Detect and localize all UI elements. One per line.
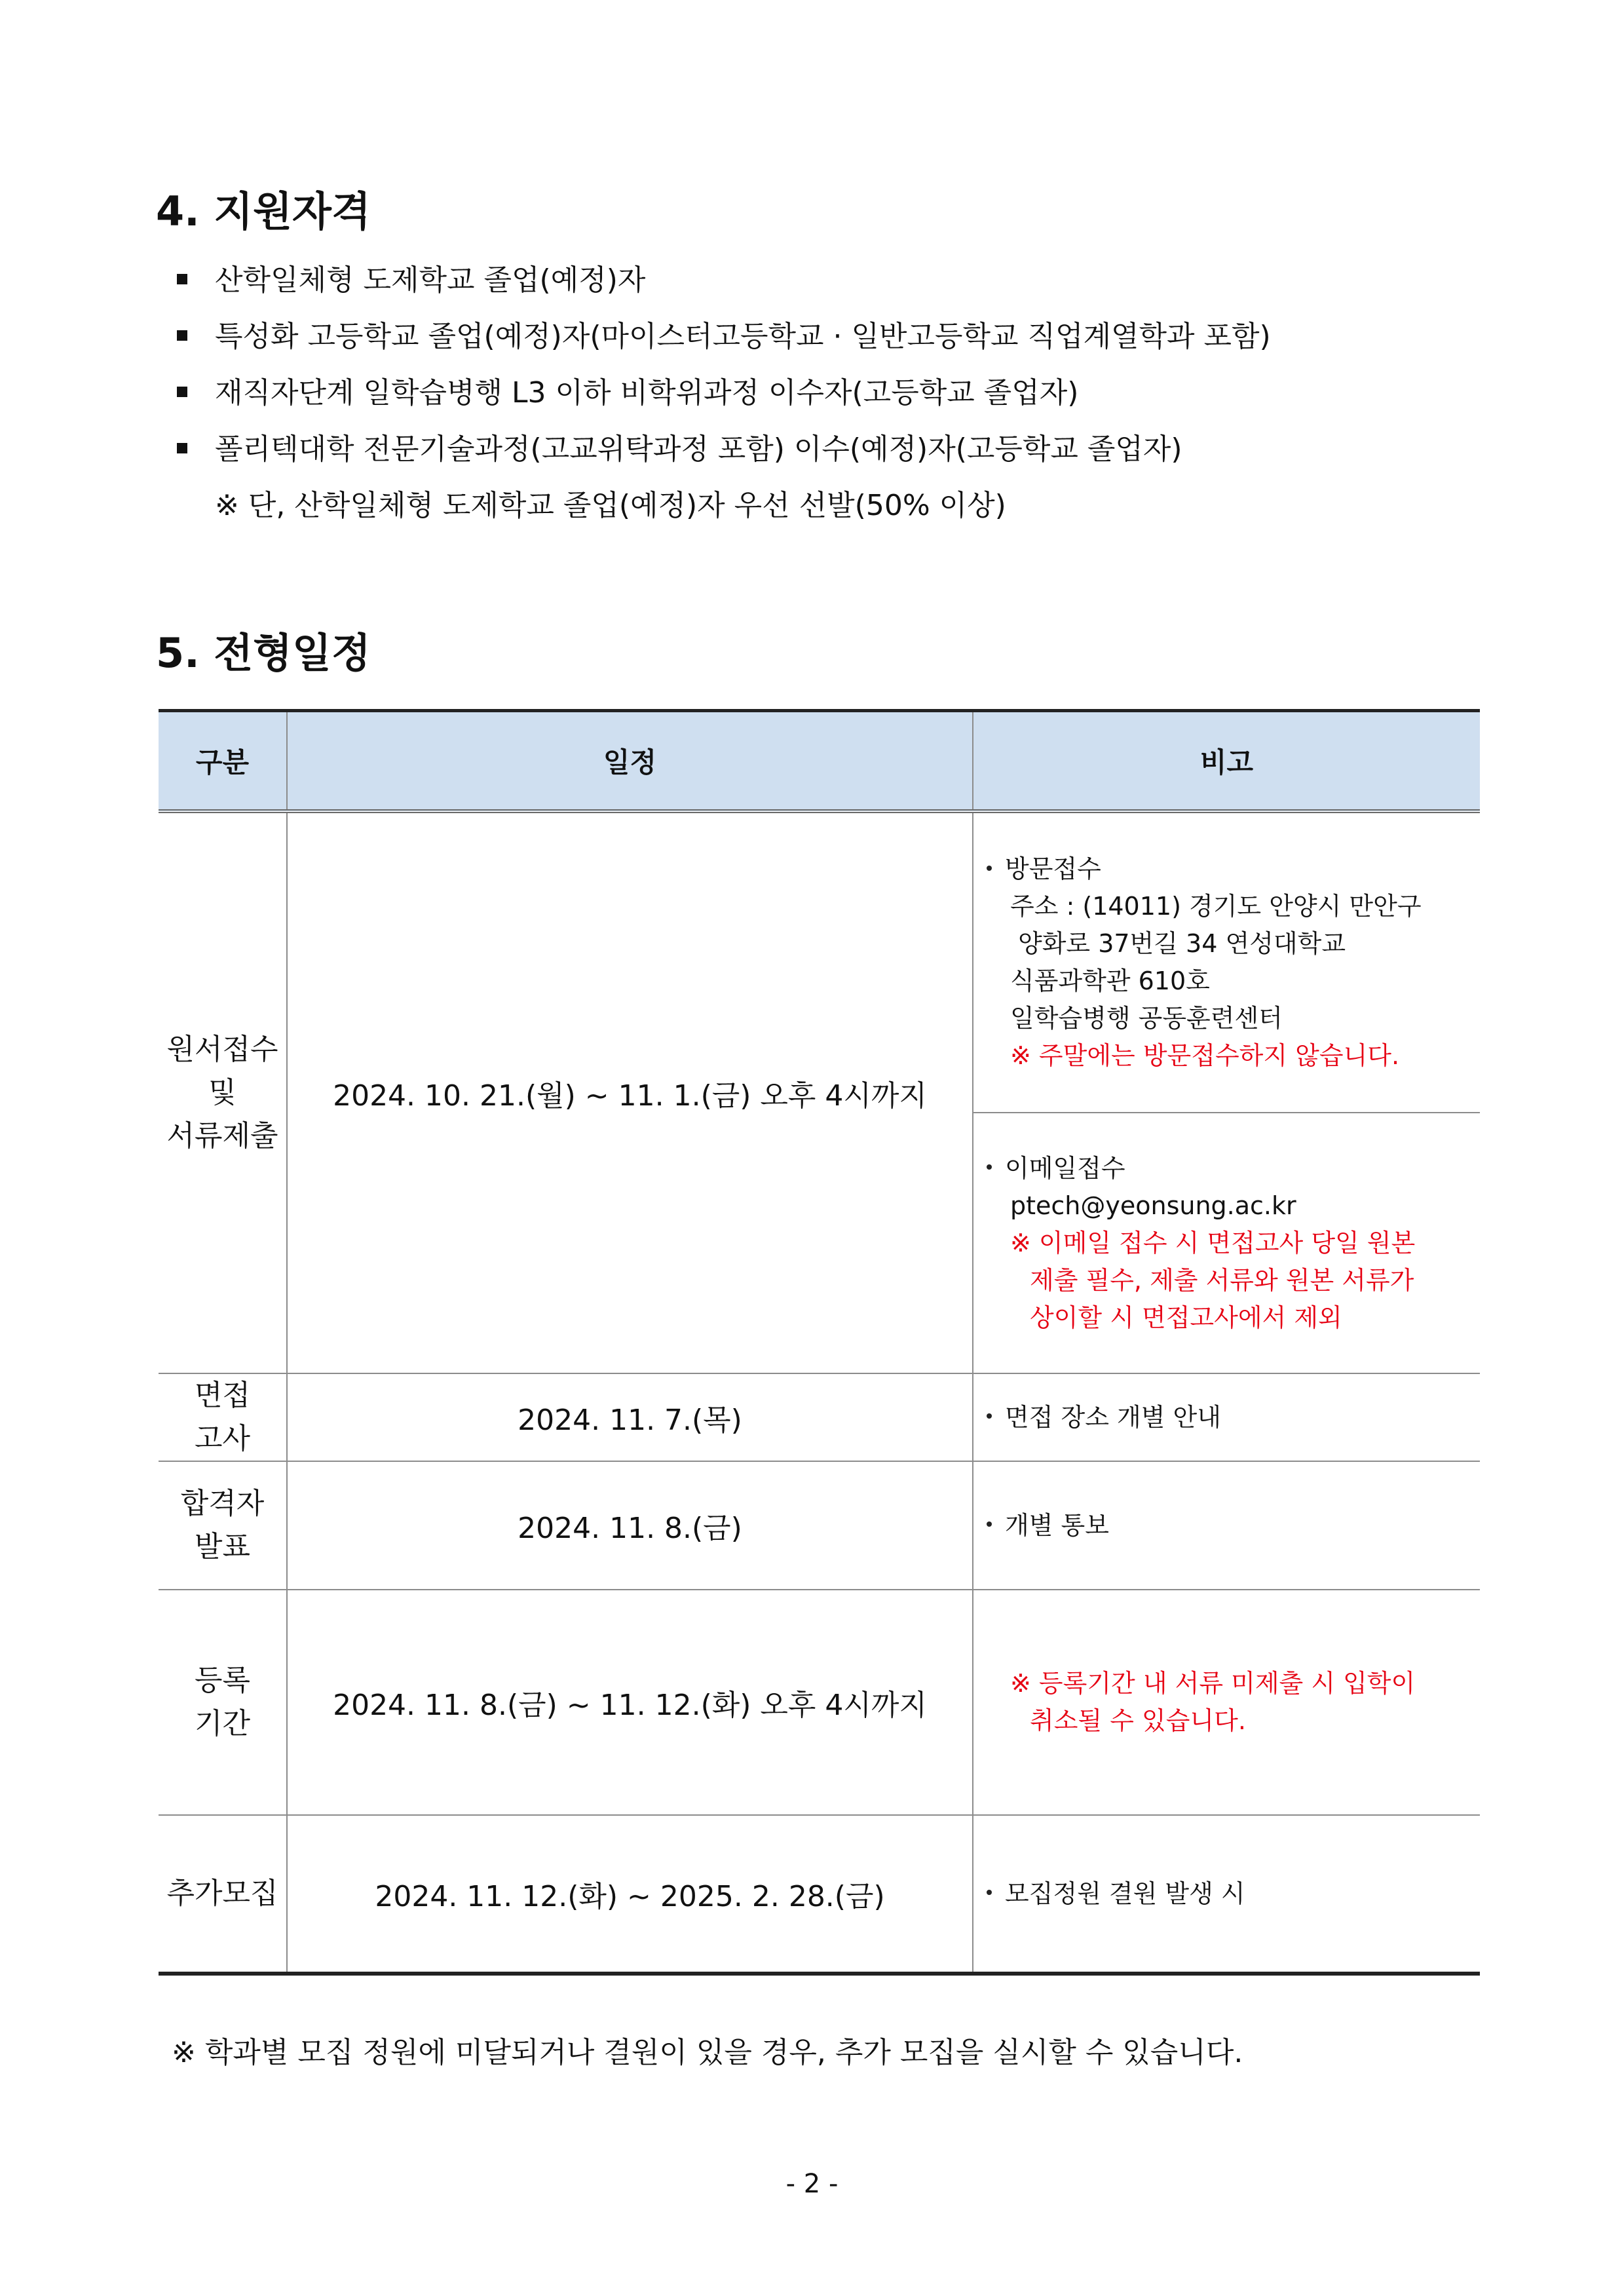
interview-schedule: 2024. 11. 7.(목) (287, 1373, 973, 1461)
interview-note: 면접 장소 개별 안내 (973, 1373, 1480, 1461)
announce-schedule: 2024. 11. 8.(금) (287, 1461, 973, 1590)
application-schedule: 2024. 10. 21.(월) ~ 11. 1.(금) 오후 4시까지 (287, 811, 973, 1373)
header-remarks: 비고 (973, 711, 1480, 812)
weekend-warning: ※ 주말에는 방문접수하지 않습니다. (1010, 1041, 1400, 1070)
list-item: 산학일체형 도제학교 졸업(예정)자 (177, 252, 1271, 309)
bullet-icon (987, 1521, 992, 1527)
page-number: - 2 - (785, 2169, 839, 2199)
square-bullet-icon (177, 330, 187, 341)
bullet-icon (987, 1164, 992, 1170)
email-application-note: 이메일접수 ptech@yeonsung.ac.kr ※ 이메일 접수 시 면접고사 당일 원본 제출 필수, 제출 서류와 원본 서류가 상이할 시 면접고사에서 제외 (973, 1113, 1480, 1373)
list-item: 특성화 고등학교 졸업(예정)자(마이스터고등학교 · 일반고등학교 직업계열학과 포함) (177, 309, 1271, 365)
bullet-icon (987, 1890, 992, 1895)
announce-note: 개별 통보 (973, 1461, 1480, 1590)
square-bullet-icon (177, 387, 187, 397)
additional-note: 모집정원 결원 발생 시 (973, 1815, 1480, 1974)
table-row (159, 1815, 1480, 1974)
announce-label: 합격자 발표 (159, 1461, 287, 1590)
register-label: 등록 기간 (159, 1590, 287, 1815)
table-row (159, 1461, 1480, 1590)
table-row (159, 811, 1480, 1113)
table-header-row (159, 711, 1480, 812)
register-schedule: 2024. 11. 8.(금) ~ 11. 12.(화) 오후 4시까지 (287, 1590, 973, 1815)
email-address: ptech@yeonsung.ac.kr (1010, 1191, 1296, 1220)
schedule-table (159, 709, 1480, 1976)
eligibility-list (177, 252, 1271, 534)
list-item: 폴리텍대학 전문기술과정(고교위탁과정 포함) 이수(예정)자(고등학교 졸업자) (177, 421, 1271, 478)
bullet-icon (987, 866, 992, 871)
priority-note: ※ 단, 산학일체형 도제학교 졸업(예정)자 우선 선발(50% 이상) (215, 489, 1006, 522)
section-4-heading: 4. 지원자격 (156, 187, 371, 235)
square-bullet-icon (177, 443, 187, 453)
bullet-icon (987, 1413, 992, 1419)
header-category: 구분 (159, 711, 287, 812)
visit-application-note: 방문접수 주소 : (14011) 경기도 안양시 만안구 양화로 37번길 34 연성대학교 식품과학관 610호 일학습병행 공동훈련센터 ※ 주말에는 방문접수하지 않습니다. (973, 811, 1480, 1113)
section-5-heading: 5. 전형일정 (156, 629, 371, 677)
register-note: ※ 등록기간 내 서류 미제출 시 입학이 취소될 수 있습니다. (973, 1590, 1480, 1815)
header-schedule: 일정 (287, 711, 973, 812)
list-item: 재직자단계 일학습병행 L3 이하 비학위과정 이수자(고등학교 졸업자) (177, 365, 1271, 421)
additional-schedule: 2024. 11. 12.(화) ~ 2025. 2. 28.(금) (287, 1815, 973, 1974)
square-bullet-icon (177, 274, 187, 284)
additional-label: 추가모집 (159, 1815, 287, 1974)
table-row (159, 1373, 1480, 1461)
interview-label: 면접 고사 (159, 1373, 287, 1461)
table-row (159, 1590, 1480, 1815)
footnote: ※ 학과별 모집 정원에 미달되거나 결원이 있을 경우, 추가 모집을 실시할 수 있습니다. (172, 2036, 1243, 2069)
application-label: 원서접수 및 서류제출 (159, 811, 287, 1373)
